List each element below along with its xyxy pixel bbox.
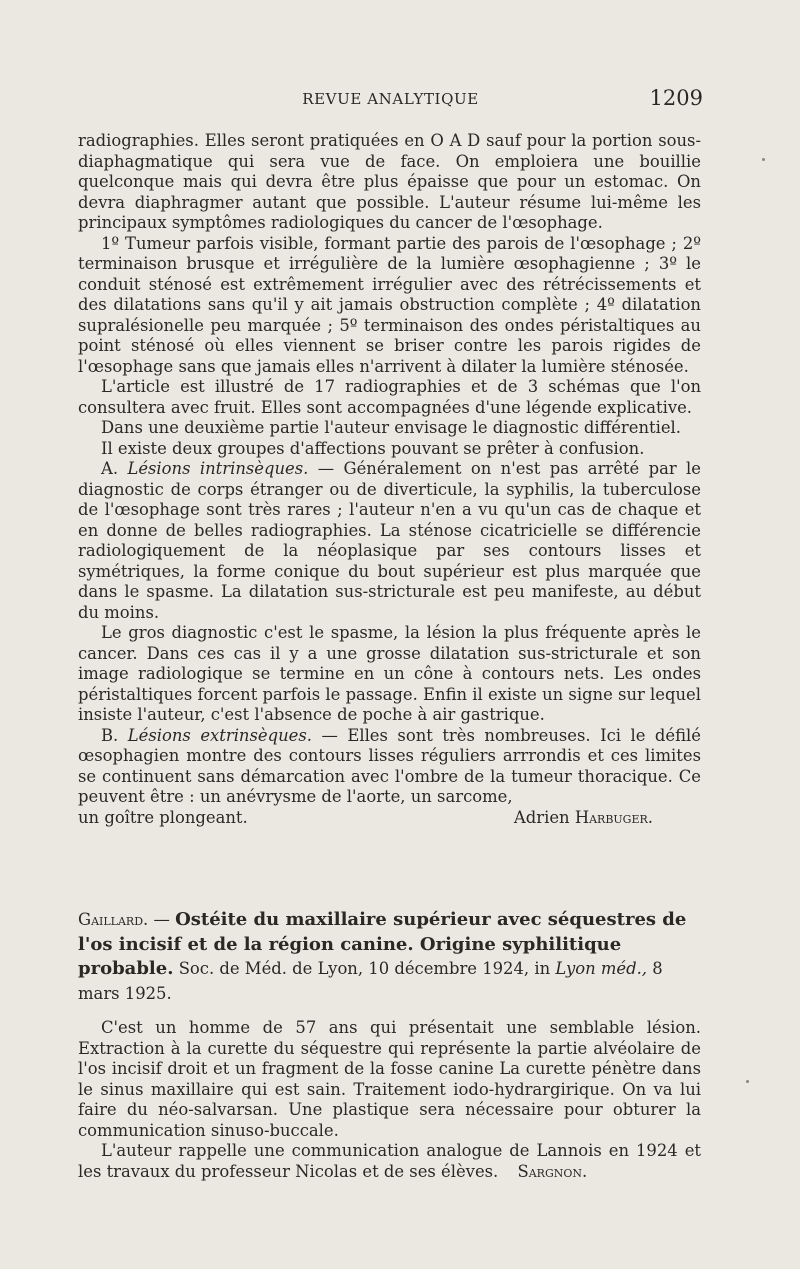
review-1-paragraph: Le gros diagnostic c'est le spasme, la lésion la plus fréquente après le cancer. Dans ces cas il y a une grosse dilatation sus-stricturale et son image radiologique se termine en un cône à contours nets. Les ondes péristaltiques forcent parfois le passage. Enfin il existe un signe sur lequel insiste l'auteur, c'est l'absence de poche à air gastrique. bbox=[78, 623, 701, 724]
review-1-paragraph: 1º Tumeur parfois visible, formant partie des parois de l'œsophage ; 2º terminaison brusque et irrégulière de la lumière œsophagienne ; 3º le conduit sténosé est extrêmement irrégulier avec des rétrécissements et des dilatations sans qu'il y ait jamais obstruction complète ; 4º dilatation supralésionelle peu marquée ; 5º terminaison des ondes péristaltiques au point sténosé où elles viennent se briser contre les parois rigides de l'œsophage sans que jamais elles n'arrivent à dilater la lumière sténosée. bbox=[78, 233, 701, 376]
paper-speck bbox=[746, 1080, 749, 1083]
review-1-paragraph: L'article est illustré de 17 radiographies et de 3 schémas que l'on consultera avec fruit. Elles sont accompagnées d'une légende explicative. bbox=[78, 377, 701, 417]
citation-dash: — bbox=[153, 910, 170, 929]
review-1-paragraph: Il existe deux groupes d'affections pouvant se prêter à confusion. bbox=[101, 438, 645, 458]
paragraph-text: L'auteur rappelle une communication analogue de Lannois en 1924 et les travaux du professeur Nicolas et de ses élèves. bbox=[78, 1141, 701, 1181]
review-1-paragraph bbox=[78, 726, 701, 808]
review-1-paragraph: radiographies. Elles seront pratiquées en O A D sauf pour la portion sous-diaphagmatique qui sera vue de face. On emploiera une bouillie quelconque mais qui devra être plus épaisse que pour un estomac. On devra diaphragmer autant que possible. L'auteur résume lui-même les principaux symptômes radiologiques du cancer de l'œsophage. bbox=[78, 131, 701, 232]
reviewer-signature: Adrien Harbuger. bbox=[513, 807, 653, 827]
section-label: A. bbox=[101, 459, 119, 478]
journal-title: REVUE ANALYTIQUE bbox=[302, 90, 479, 108]
article-date: 8 mars 1925. bbox=[78, 959, 663, 1003]
review-2-paragraph: C'est un homme de 57 ans qui présentait une semblable lésion. Extraction à la curette du séquestre qui représente la partie alvéolaire de l'os incisif droit et un fragment de la fosse canine La curette pénètre dans le sinus maxillaire qui est sain. Traitement iodo-hydrargirique. On va lui faire du néo-salvarsan. Une plastique sera nécessaire pour obturer la communication sinuso-buccale. bbox=[78, 1018, 701, 1140]
section-text: — Généralement on n'est pas arrêté par le diagnostic de corps étranger ou de diverticule, la syphilis, la tuberculose de l'œsophage sont très rares ; l'auteur n'en a vu qu'un cas de chaque et en donne de belles radiographies. La sténose cicatricielle se différencie radiologiquement de la néoplasique par ses contours lisses et symétriques, la forme conique du bout supérieur est plus marquée que dans le spasme. La dilatation sus-stricturale est peu manifeste, au début du moins. bbox=[78, 459, 701, 622]
review-1-paragraph: Dans une deuxième partie l'auteur envisage le diagnostic différentiel. bbox=[101, 418, 682, 437]
section-label: B. bbox=[101, 725, 119, 745]
article-title: Ostéite du maxillaire supérieur avec séquestres de l'os incisif et de la région canine. Origine syphilitique probable. bbox=[78, 909, 687, 979]
page-number: 1209 bbox=[649, 86, 703, 110]
review-2-paragraph bbox=[78, 1141, 701, 1182]
article-author: Gaillard. bbox=[78, 910, 149, 929]
review-1-body bbox=[78, 131, 701, 828]
review-2-citation bbox=[78, 908, 701, 1006]
reviewer-signature: Sargnon. bbox=[517, 1161, 588, 1181]
review-2-body bbox=[78, 1018, 701, 1182]
section-heading: Lésions extrinsèques. bbox=[127, 725, 312, 745]
review-1-closing-line bbox=[78, 808, 701, 829]
review-1-paragraph bbox=[78, 459, 701, 623]
running-header bbox=[78, 86, 703, 114]
closing-text: un goître plongeant. bbox=[78, 807, 248, 827]
section-heading: Lésions intrinsèques. bbox=[127, 459, 309, 478]
section-text: — Elles sont très nombreuses. Ici le défilé œsophagien montre des contours lisses réguliers arrrondis et ces limites se continuent sans démarcation avec l'ombre de la tumeur thoracique. Ce peuvent être : un anévrysme de l'aorte, un sarcome, bbox=[78, 725, 701, 806]
paper-speck bbox=[762, 158, 765, 161]
article-source: Soc. de Méd. de Lyon, 10 décembre 1924, in bbox=[178, 959, 551, 978]
article-journal: Lyon méd., bbox=[555, 959, 648, 978]
